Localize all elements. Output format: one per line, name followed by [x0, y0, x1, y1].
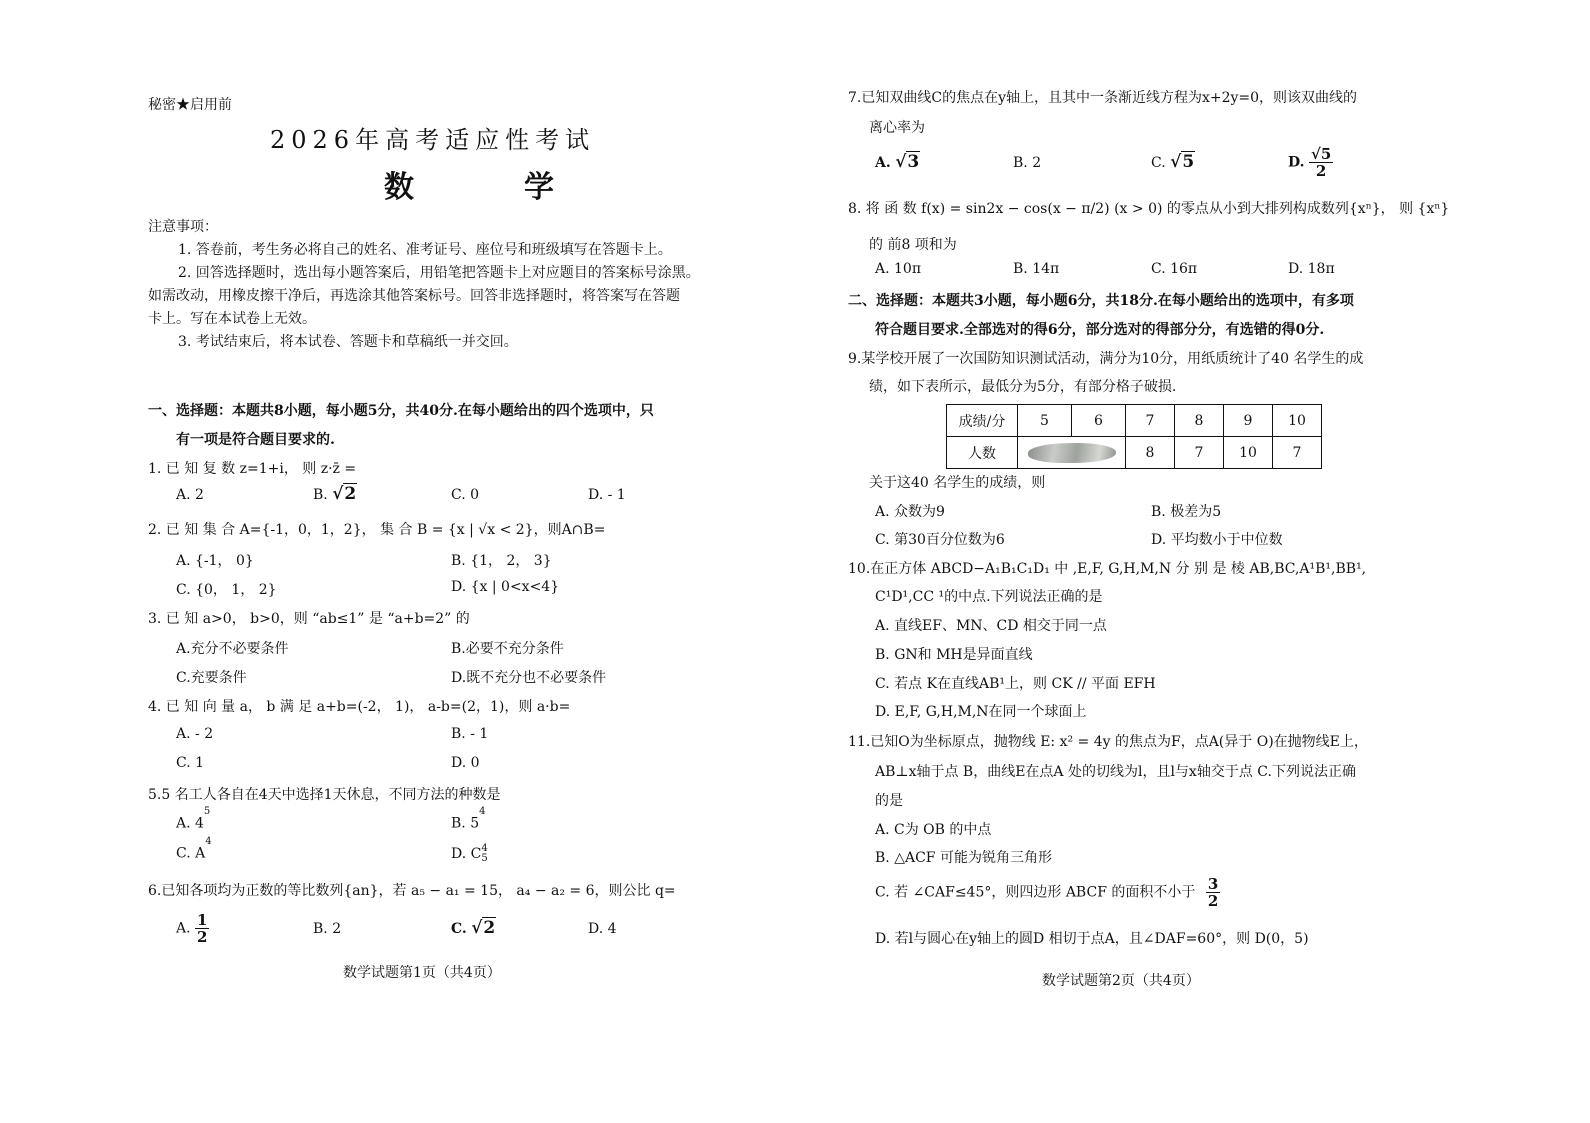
q3-option-b: B.必要不充分条件	[451, 641, 564, 657]
q10-option-b: B. GN和 MH是异面直线	[875, 647, 1033, 663]
q3-option-a: A.充分不必要条件	[176, 641, 289, 657]
question-11: 11.已知O为坐标原点，抛物线 E: x² = 4y 的焦点为F，点A(异于 O)在抛物线E上，	[848, 734, 1368, 750]
table-cell: 7	[1175, 437, 1224, 469]
notice-item-2: 2. 回答选择题时，选出每小题答案后，用铅笔把答题卡上对应题目的答案标号涂黑。	[178, 265, 700, 281]
section1-heading-cont: 有一项是符合题目要求的.	[176, 432, 335, 448]
q6-option-c: C. √2	[451, 918, 496, 938]
question-6: 6.已知各项均为正数的等比数列{an}，若 a₅ − a₁ = 15， a₄ − a₂ = 6，则公比 q=	[148, 883, 676, 899]
question-11-cont: AB⊥x轴于点 B，曲线E在点A 处的切线为l，且l与x轴交于点 C.下列说法正确	[875, 764, 1356, 780]
notice-item-3: 3. 考试结束后，将本试卷、答题卡和草稿纸一并交回。	[178, 334, 518, 350]
table-header-label: 成绩/分	[947, 405, 1018, 437]
question-10: 10.在正方体 ABCD−A₁B₁C₁D₁ 中 ,E,F, G,H,M,N 分 别 是 棱 AB,BC,A¹B¹,BB¹,	[848, 561, 1367, 577]
table-cell: 8	[1175, 405, 1224, 437]
q4-option-d: D. 0	[451, 755, 480, 771]
q2-option-a: A. {-1， 0}	[176, 553, 254, 569]
torn-cell	[1018, 437, 1126, 469]
notice-item-1: 1. 答卷前，考生务必将自己的姓名、准考证号、座位号和班级填写在答题卡上。	[178, 242, 672, 258]
section1-heading: 一、选择题：本题共8小题，每小题5分，共40分.在每小题给出的四个选项中，只	[148, 403, 654, 419]
table-cell: 8	[1126, 437, 1175, 469]
q8-option-c: C. 16π	[1151, 261, 1198, 277]
q3-option-d: D.既不充分也不必要条件	[451, 670, 607, 686]
page-footer: 数学试题第2页（共4页）	[1042, 973, 1200, 989]
q1-option-d: D. - 1	[588, 487, 626, 503]
page-footer: 数学试题第1页（共4页）	[343, 965, 501, 981]
q11-option-b: B. △ACF 可能为锐角三角形	[875, 850, 1052, 866]
question-3: 3. 已 知 a>0， b>0，则 “ab≤1” 是 “a+b=2” 的	[148, 611, 470, 627]
q5-option-c: C. $A^4$	[176, 836, 212, 862]
q2-option-d: D. {x | 0<x<4}	[451, 579, 560, 595]
table-cell: 9	[1224, 405, 1273, 437]
table-count-label: 人数	[947, 437, 1018, 469]
q7-option-b: B. 2	[1013, 155, 1042, 171]
table-row	[947, 405, 1322, 437]
torn-paper-smudge	[1028, 443, 1116, 463]
q6-option-d: D. 4	[588, 921, 617, 937]
q10-option-c: C. 若点 K在直线AB¹上，则 CK // 平面 EFH	[875, 676, 1156, 692]
question-4: 4. 已 知 向 量 a， b 满 足 a+b=(-2， 1)， a-b=(2，1)，则 a·b=	[148, 699, 571, 715]
subject-title: 数 学	[384, 170, 594, 205]
table-cell: 7	[1273, 437, 1322, 469]
question-7: 7.已知双曲线C的焦点在y轴上，且其中一条渐近线方程为x+2y=0，则该双曲线的	[848, 90, 1358, 106]
q11-option-a: A. C为 OB 的中点	[875, 822, 992, 838]
question-9-cont: 绩，如下表所示，最低分为5分，有部分格子破损.	[869, 379, 1177, 395]
q9-option-c: C. 第30百分位数为6	[875, 532, 1005, 548]
question-2: 2. 已 知 集 合 A={-1，0，1，2}， 集 合 B = {x | √x < 2}，则A∩B=	[148, 522, 606, 538]
q1-option-c: C. 0	[451, 487, 480, 503]
notice-heading: 注意事项：	[148, 219, 218, 235]
section2-heading: 二、选择题：本题共3小题，每小题6分，共18分.在每小题给出的选项中，有多项	[848, 293, 1354, 309]
question-9-prompt: 关于这40 名学生的成绩，则	[869, 475, 1046, 491]
q8-option-a: A. 10π	[875, 261, 922, 277]
q8-option-d: D. 18π	[1288, 261, 1335, 277]
q9-option-b: B. 极差为5	[1151, 504, 1222, 520]
q4-option-c: C. 1	[176, 755, 205, 771]
q10-option-d: D. E,F, G,H,M,N在同一个球面上	[875, 704, 1087, 720]
question-1: 1. 已 知 复 数 z=1+i， 则 z·z̄ =	[148, 461, 357, 477]
table-cell: 7	[1126, 405, 1175, 437]
question-11-cont2: 的是	[875, 793, 903, 809]
question-7-cont: 离心率为	[869, 120, 925, 136]
table-cell: 5	[1018, 405, 1072, 437]
q5-option-a: A. $4^5$	[176, 806, 211, 832]
notice-item-2-cont2: 卡上。写在本试卷上无效。	[148, 311, 316, 327]
q3-option-c: C.充要条件	[176, 670, 247, 686]
section2-heading-cont: 符合题目要求.全部选对的得6分，部分选对的得部分分，有选错的得0分.	[875, 322, 1325, 338]
table-row	[947, 437, 1322, 469]
q6-option-a: A. $\frac{1}{2}$	[176, 911, 208, 946]
table-cell: 6	[1072, 405, 1126, 437]
exam-title: 2026年高考适应性考试	[270, 126, 596, 154]
q6-option-b: B. 2	[313, 921, 342, 937]
question-8: 8. 将 函 数 f(x) = sin2x − cos(x − π/2) (x > 0) 的零点从小到大排列构成数列{xⁿ}， 则 {xⁿ}	[848, 201, 1450, 217]
q9-option-a: A. 众数为9	[875, 504, 945, 520]
q2-option-b: B. {1， 2， 3}	[451, 553, 552, 569]
q7-option-d: D. $\frac{√5}{2}$	[1288, 145, 1332, 180]
q9-option-d: D. 平均数小于中位数	[1151, 532, 1283, 548]
q5-option-d: D. C 4 5	[451, 843, 488, 864]
table-cell: 10	[1273, 405, 1322, 437]
q5-option-b: B. $5^4$	[451, 806, 486, 832]
question-9: 9.某学校开展了一次国防知识测试活动，满分为10分，用纸质统计了40 名学生的成	[848, 351, 1364, 367]
q4-option-a: A. - 2	[176, 726, 214, 742]
notice-item-2-cont: 如需改动，用橡皮擦干净后，再选涂其他答案标号。回答非选择题时，将答案写在答题	[148, 288, 680, 304]
score-table	[946, 404, 1322, 469]
question-8-cont: 的 前8 项和为	[869, 237, 957, 253]
table-cell: 10	[1224, 437, 1273, 469]
secret-label: 秘密★启用前	[148, 97, 232, 113]
q1-option-b: B. √2	[313, 484, 357, 504]
q8-option-b: B. 14π	[1013, 261, 1060, 277]
q7-option-a: A. √3	[875, 152, 920, 172]
q11-option-c: C. 若 ∠CAF≤45°，则四边形 ABCF 的面积不小于 $\frac{3}{2}$	[875, 875, 1219, 910]
q2-option-c: C. {0， 1， 2}	[176, 582, 277, 598]
q10-option-a: A. 直线EF、MN、CD 相交于同一点	[875, 618, 1107, 634]
question-5: 5.5 名工人各自在4天中选择1天休息，不同方法的种数是	[148, 787, 501, 803]
q1-option-a: A. 2	[176, 487, 204, 503]
question-10-cont: C¹D¹,CC ¹的中点.下列说法正确的是	[875, 589, 1103, 605]
q7-option-c: C. √5	[1151, 152, 1195, 172]
q11-option-d: D. 若l与圆心在y轴上的圆D 相切于点A，且∠DAF=60°，则 D(0，5)	[875, 931, 1309, 947]
q4-option-b: B. - 1	[451, 726, 489, 742]
